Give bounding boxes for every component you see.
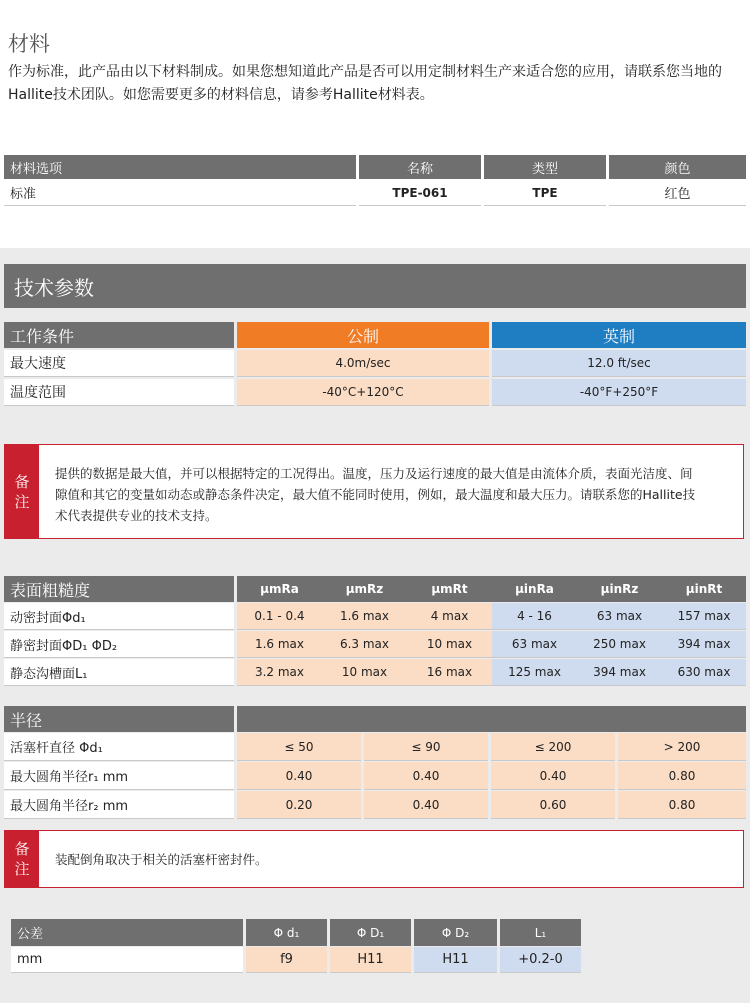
roughness-cell: 157 max bbox=[662, 603, 746, 630]
roughness-row-label: 静密封面ΦD₁ ΦD₂ bbox=[4, 631, 234, 658]
materials-cell-color: 红色 bbox=[609, 180, 746, 206]
conditions-imperial-temp: -40°F+250°F bbox=[492, 379, 746, 406]
roughness-row-label: 动密封面Φd₁ bbox=[4, 603, 234, 630]
roughness-cell: 63 max bbox=[577, 603, 662, 630]
radius-cell: 0.80 bbox=[618, 791, 746, 819]
radius-cell: 0.40 bbox=[491, 762, 615, 790]
materials-title: 材料 bbox=[8, 32, 50, 56]
radius-cell: ≤ 90 bbox=[364, 733, 488, 761]
roughness-header-umrz: μmRz bbox=[322, 576, 407, 602]
tolerance-cell-D1: H11 bbox=[330, 947, 411, 973]
tolerance-cell-d1: f9 bbox=[246, 947, 327, 973]
roughness-header-umrt: μmRt bbox=[407, 576, 492, 602]
note-tag-char: 备 bbox=[14, 472, 30, 491]
materials-header-name: 名称 bbox=[359, 155, 481, 179]
conditions-header-label: 工作条件 bbox=[4, 322, 234, 348]
roughness-cell: 1.6 max bbox=[322, 603, 407, 630]
roughness-row-label: 静态沟槽面L₁ bbox=[4, 659, 234, 686]
roughness-cell: 394 max bbox=[662, 631, 746, 658]
roughness-cell: 63 max bbox=[492, 631, 577, 658]
materials-cell-type: TPE bbox=[484, 180, 606, 206]
conditions-header-imperial: 英制 bbox=[492, 322, 746, 348]
tech-title: 技术参数 bbox=[14, 275, 94, 300]
materials-cell-name: TPE-061 bbox=[359, 180, 481, 206]
note-text-1: 提供的数据是最大值，并可以根据特定的工况得出。温度，压力及运行速度的最大值是由流体介质，表面光洁度、间隙值和其它的变量如动态或静态条件决定，最大值不能同时使用，例如，最大温度和最大压力。请联系您的Hallite技术代表提供专业的技术支持。 bbox=[55, 466, 696, 523]
conditions-header-metric: 公制 bbox=[237, 322, 489, 348]
radius-cell: ≤ 200 bbox=[491, 733, 615, 761]
note-tag-char: 备 bbox=[14, 840, 30, 858]
tech-title-bar bbox=[4, 264, 746, 308]
radius-cell: ≤ 50 bbox=[237, 733, 361, 761]
roughness-cell: 0.1 - 0.4 bbox=[237, 603, 322, 630]
radius-cell: 0.60 bbox=[491, 791, 615, 819]
roughness-cell: 394 max bbox=[577, 659, 662, 686]
note-box-1 bbox=[4, 444, 744, 539]
roughness-cell: 10 max bbox=[407, 631, 492, 658]
materials-header-color: 颜色 bbox=[609, 155, 746, 179]
note-box-2 bbox=[4, 830, 744, 888]
roughness-cell: 630 max bbox=[662, 659, 746, 686]
conditions-metric-speed: 4.0m/sec bbox=[237, 350, 489, 377]
tolerance-header-D2: Φ D₂ bbox=[414, 919, 497, 946]
materials-header-type: 类型 bbox=[484, 155, 606, 179]
radius-cell: > 200 bbox=[618, 733, 746, 761]
note-tag-char: 注 bbox=[14, 492, 30, 511]
radius-row-label: 最大圆角半径r₁ mm bbox=[4, 762, 234, 790]
roughness-header-uinrz: μinRz bbox=[577, 576, 662, 602]
radius-cell: 0.20 bbox=[237, 791, 361, 819]
roughness-cell: 3.2 max bbox=[237, 659, 322, 686]
materials-header-option: 材料选项 bbox=[4, 155, 356, 179]
roughness-cell: 250 max bbox=[577, 631, 662, 658]
tolerance-cell-L1: +0.2-0 bbox=[500, 947, 581, 973]
conditions-imperial-speed: 12.0 ft/sec bbox=[492, 350, 746, 377]
radius-row-label: 活塞杆直径 Φd₁ bbox=[4, 733, 234, 761]
tolerance-header-d1: Φ d₁ bbox=[246, 919, 327, 946]
tolerance-header-L1: L₁ bbox=[500, 919, 581, 946]
tolerance-header-D1: Φ D₁ bbox=[330, 919, 411, 946]
radius-header-empty bbox=[237, 706, 746, 732]
roughness-cell: 16 max bbox=[407, 659, 492, 686]
note-tag-1 bbox=[5, 445, 39, 538]
roughness-cell: 4 max bbox=[407, 603, 492, 630]
note-tag-char: 注 bbox=[14, 860, 30, 878]
roughness-cell: 10 max bbox=[322, 659, 407, 686]
radius-cell: 0.40 bbox=[237, 762, 361, 790]
roughness-header-uinrt: μinRt bbox=[662, 576, 746, 602]
roughness-header-umra: μmRa bbox=[237, 576, 322, 602]
roughness-cell: 1.6 max bbox=[237, 631, 322, 658]
radius-cell: 0.80 bbox=[618, 762, 746, 790]
roughness-header-label: 表面粗糙度 bbox=[4, 576, 234, 602]
radius-row-label: 最大圆角半径r₂ mm bbox=[4, 791, 234, 819]
conditions-label-temp: 温度范围 bbox=[4, 379, 234, 406]
radius-header-label: 半径 bbox=[4, 706, 234, 732]
conditions-metric-temp: -40°C+120°C bbox=[237, 379, 489, 406]
roughness-header-uinra: μinRa bbox=[492, 576, 577, 602]
radius-cell: 0.40 bbox=[364, 791, 488, 819]
tolerance-row-label: mm bbox=[11, 947, 243, 973]
roughness-cell: 4 - 16 bbox=[492, 603, 577, 630]
materials-cell-option: 标准 bbox=[4, 180, 356, 206]
tolerance-header-label: 公差 bbox=[11, 919, 243, 946]
roughness-cell: 125 max bbox=[492, 659, 577, 686]
note-text-2: 装配倒角取决于相关的活塞杆密封件。 bbox=[55, 852, 268, 867]
tolerance-cell-D2: H11 bbox=[414, 947, 497, 973]
radius-cell: 0.40 bbox=[364, 762, 488, 790]
note-tag-2 bbox=[5, 831, 39, 887]
conditions-label-speed: 最大速度 bbox=[4, 350, 234, 377]
roughness-cell: 6.3 max bbox=[322, 631, 407, 658]
materials-intro: 作为标准，此产品由以下材料制成。如果您想知道此产品是否可以用定制材料生产来适合您的应用，请联系您当地的Hallite技术团队。如您需要更多的材料信息，请参考Hallite材料表。 bbox=[8, 64, 722, 103]
